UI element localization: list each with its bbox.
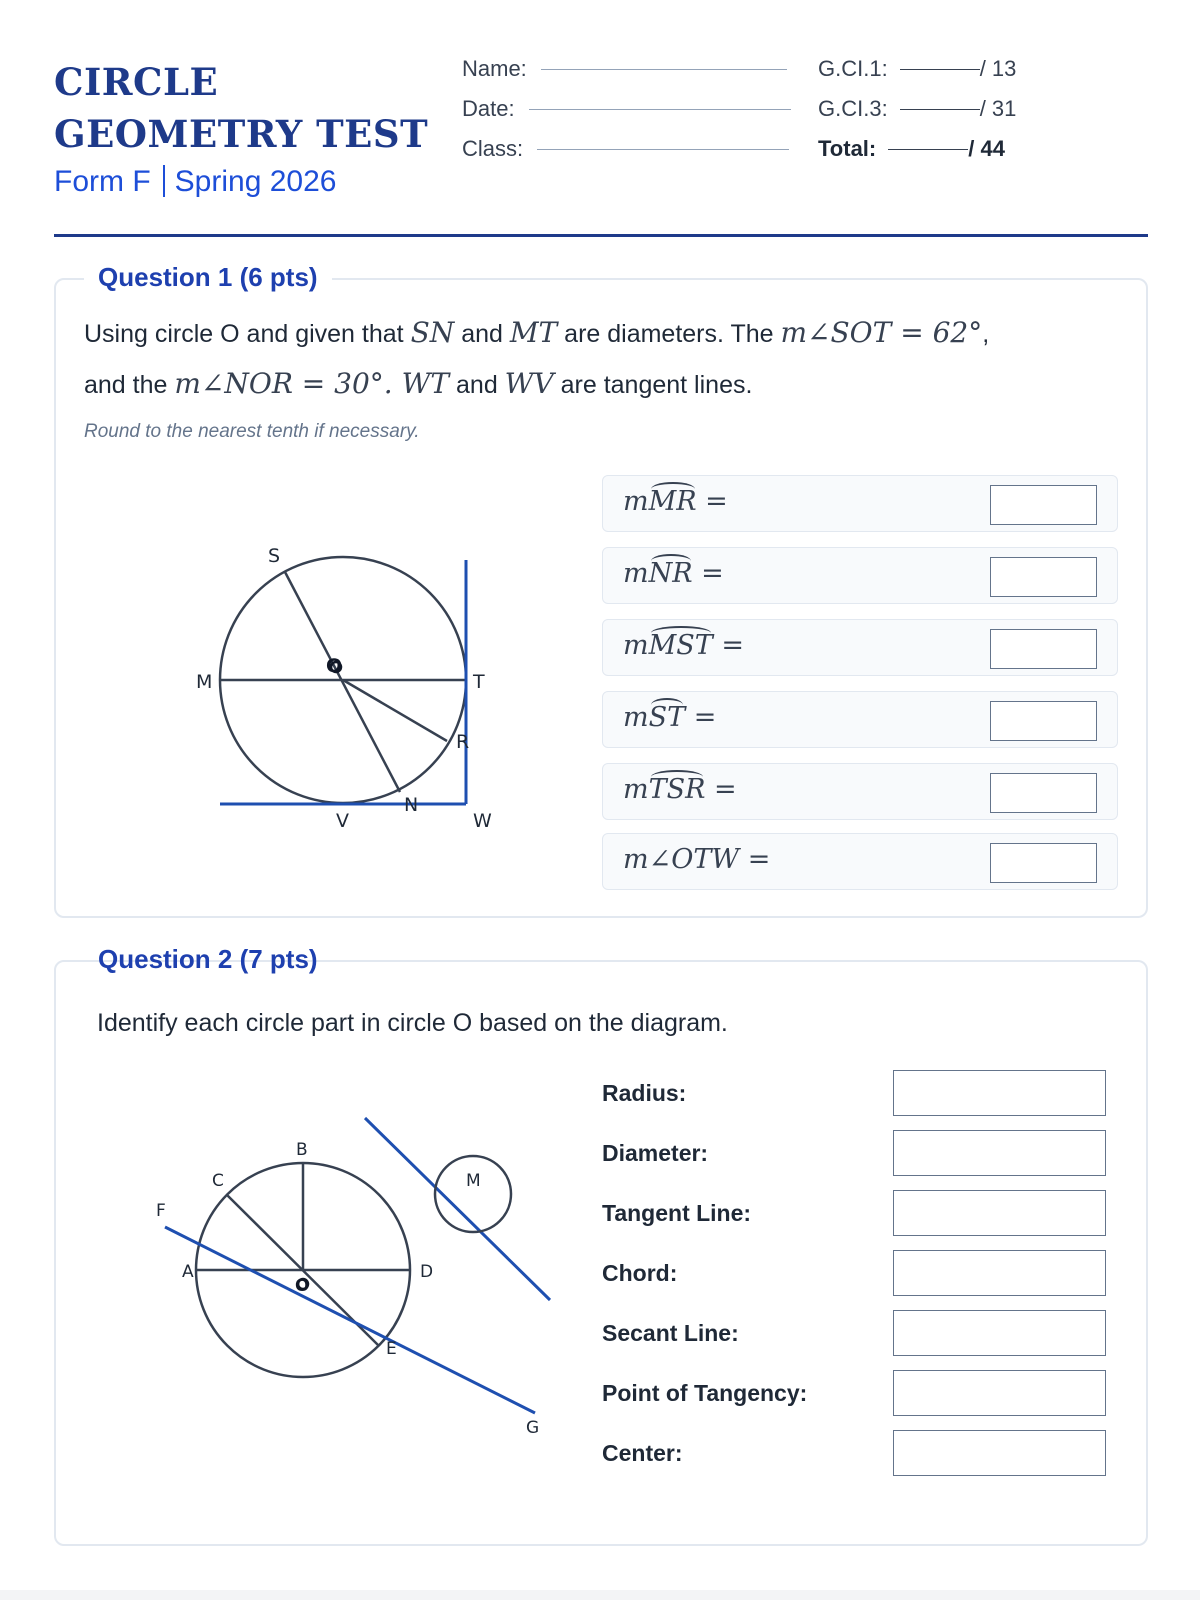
part-label-secant-line: Secant Line: (602, 1320, 739, 1346)
answer-row (602, 691, 1118, 748)
answer-suffix: = (685, 702, 717, 733)
label-o: O (295, 1276, 310, 1296)
answer-suffix: = (712, 630, 744, 661)
score-max: / 44 (968, 136, 1005, 161)
q1-math: m∠SOT = 62° (780, 316, 983, 349)
label-c: C (212, 1171, 224, 1191)
answer-label (623, 630, 744, 661)
arc-label: MST (648, 630, 713, 661)
label-s: S (268, 545, 281, 567)
header-divider (54, 234, 1148, 237)
part-label-point-of-tangency: Point of Tangency: (602, 1380, 808, 1406)
name-field (462, 56, 787, 82)
answer-prefix: m (623, 702, 649, 733)
label-r: R (456, 731, 470, 753)
answer-row (602, 763, 1118, 820)
label-b: B (296, 1140, 308, 1160)
answer-suffix: = (692, 558, 724, 589)
answer-prefix: m∠OTW = (623, 844, 771, 875)
answer-label (623, 486, 728, 517)
term-label: Spring 2026 (174, 165, 337, 198)
answer-input[interactable] (990, 557, 1097, 597)
answer-prefix: m (623, 486, 649, 517)
label-t: T (473, 671, 485, 693)
part-label-radius: Radius: (602, 1080, 687, 1106)
q1-math: MT (509, 316, 558, 349)
score-label: G.CI.3: (818, 96, 888, 121)
point-of-tangency-input[interactable] (893, 1370, 1106, 1416)
class-field (462, 136, 789, 162)
q1-math: WV (504, 367, 554, 400)
date-label: Date: (462, 96, 515, 121)
part-label-tangent-line: Tangent Line: (602, 1200, 752, 1226)
circle-m (435, 1156, 511, 1232)
part-label-chord: Chord: (602, 1260, 678, 1286)
q1-text-part: are diameters. The (557, 320, 781, 348)
rounding-note: Round to the nearest tenth if necessary. (84, 421, 420, 442)
diameter-input[interactable] (893, 1130, 1106, 1176)
answer-row (602, 475, 1118, 532)
label-a: A (182, 1262, 194, 1282)
tangent-line-input[interactable] (893, 1190, 1106, 1236)
form-label: Form F (54, 165, 151, 198)
form-subtitle (54, 165, 336, 201)
score-gci1 (818, 56, 1016, 82)
label-o: O (326, 655, 343, 677)
answer-input[interactable] (990, 843, 1097, 883)
subtitle-divider (163, 165, 165, 197)
question-1-title: Question 1 (6 pts) (84, 262, 332, 293)
score-max: / 13 (979, 56, 1017, 81)
label-v: V (336, 810, 349, 832)
question-2-title: Question 2 (7 pts) (98, 944, 318, 974)
answer-suffix: = (705, 774, 737, 805)
answer-input[interactable] (990, 485, 1097, 525)
label-m: M (466, 1171, 481, 1191)
chord-input[interactable] (893, 1250, 1106, 1296)
circle-diagram-q2 (140, 1100, 570, 1440)
answer-input[interactable] (990, 629, 1097, 669)
date-input-line[interactable] (529, 109, 791, 110)
question-2-text: Identify each circle part in circle O based on the diagram. (97, 1009, 728, 1037)
tangent-line (365, 1118, 550, 1300)
q1-math: m∠NOR = 30°. WT (174, 367, 450, 400)
secant-fg (165, 1227, 535, 1413)
class-label: Class: (462, 136, 524, 161)
answer-prefix: m (623, 630, 649, 661)
score-total (818, 136, 1005, 162)
secant-line-input[interactable] (893, 1310, 1106, 1356)
score-input-line[interactable] (900, 69, 980, 70)
arc-label: TSR (648, 774, 706, 805)
answer-prefix: m (623, 774, 649, 805)
label-n: N (404, 794, 419, 816)
label-m: M (196, 671, 213, 693)
date-field (462, 96, 791, 122)
label-d: D (420, 1262, 434, 1282)
answer-input[interactable] (990, 701, 1097, 741)
circle-diagram-q1 (150, 530, 550, 850)
arc-label: NR (648, 558, 693, 589)
label-e: E (386, 1339, 397, 1359)
q1-text-part: and (454, 320, 510, 348)
arc-label: ST (648, 702, 686, 733)
question-1-text (84, 308, 1144, 410)
score-input-line[interactable] (888, 149, 968, 150)
page-title: CIRCLE GEOMETRY TEST (54, 60, 429, 156)
name-label: Name: (462, 56, 527, 81)
answer-input[interactable] (990, 773, 1097, 813)
score-label: G.CI.1: (818, 56, 888, 81)
score-label: Total: (818, 136, 877, 161)
answer-row (602, 547, 1118, 604)
arc-label: MR (648, 486, 697, 517)
answer-label (623, 844, 770, 875)
answer-suffix: = (696, 486, 728, 517)
part-label-diameter: Diameter: (602, 1140, 709, 1166)
answer-label (623, 558, 724, 589)
diameter-sn (285, 572, 400, 792)
label-g: G (526, 1418, 540, 1438)
q1-text-part: Using circle O and given that (84, 320, 411, 348)
part-label-center: Center: (602, 1440, 683, 1466)
center-input[interactable] (893, 1430, 1106, 1476)
score-max: / 31 (979, 96, 1017, 121)
answer-row (602, 619, 1118, 676)
radius-input[interactable] (893, 1070, 1106, 1116)
answer-label (623, 774, 737, 805)
label-w: W (473, 810, 492, 832)
class-input-line[interactable] (537, 149, 789, 150)
q1-text-part: and the (84, 371, 175, 399)
score-input-line[interactable] (900, 109, 980, 110)
answer-label (623, 702, 716, 733)
q1-text-part: , (982, 320, 990, 348)
answer-prefix: m (623, 558, 649, 589)
name-input-line[interactable] (541, 69, 787, 70)
q1-text-part: are tangent lines. (553, 371, 753, 399)
answer-row (602, 833, 1118, 890)
q1-math: SN (410, 316, 455, 349)
label-f: F (156, 1201, 166, 1221)
score-gci3 (818, 96, 1016, 122)
q1-text-part: and (449, 371, 505, 399)
